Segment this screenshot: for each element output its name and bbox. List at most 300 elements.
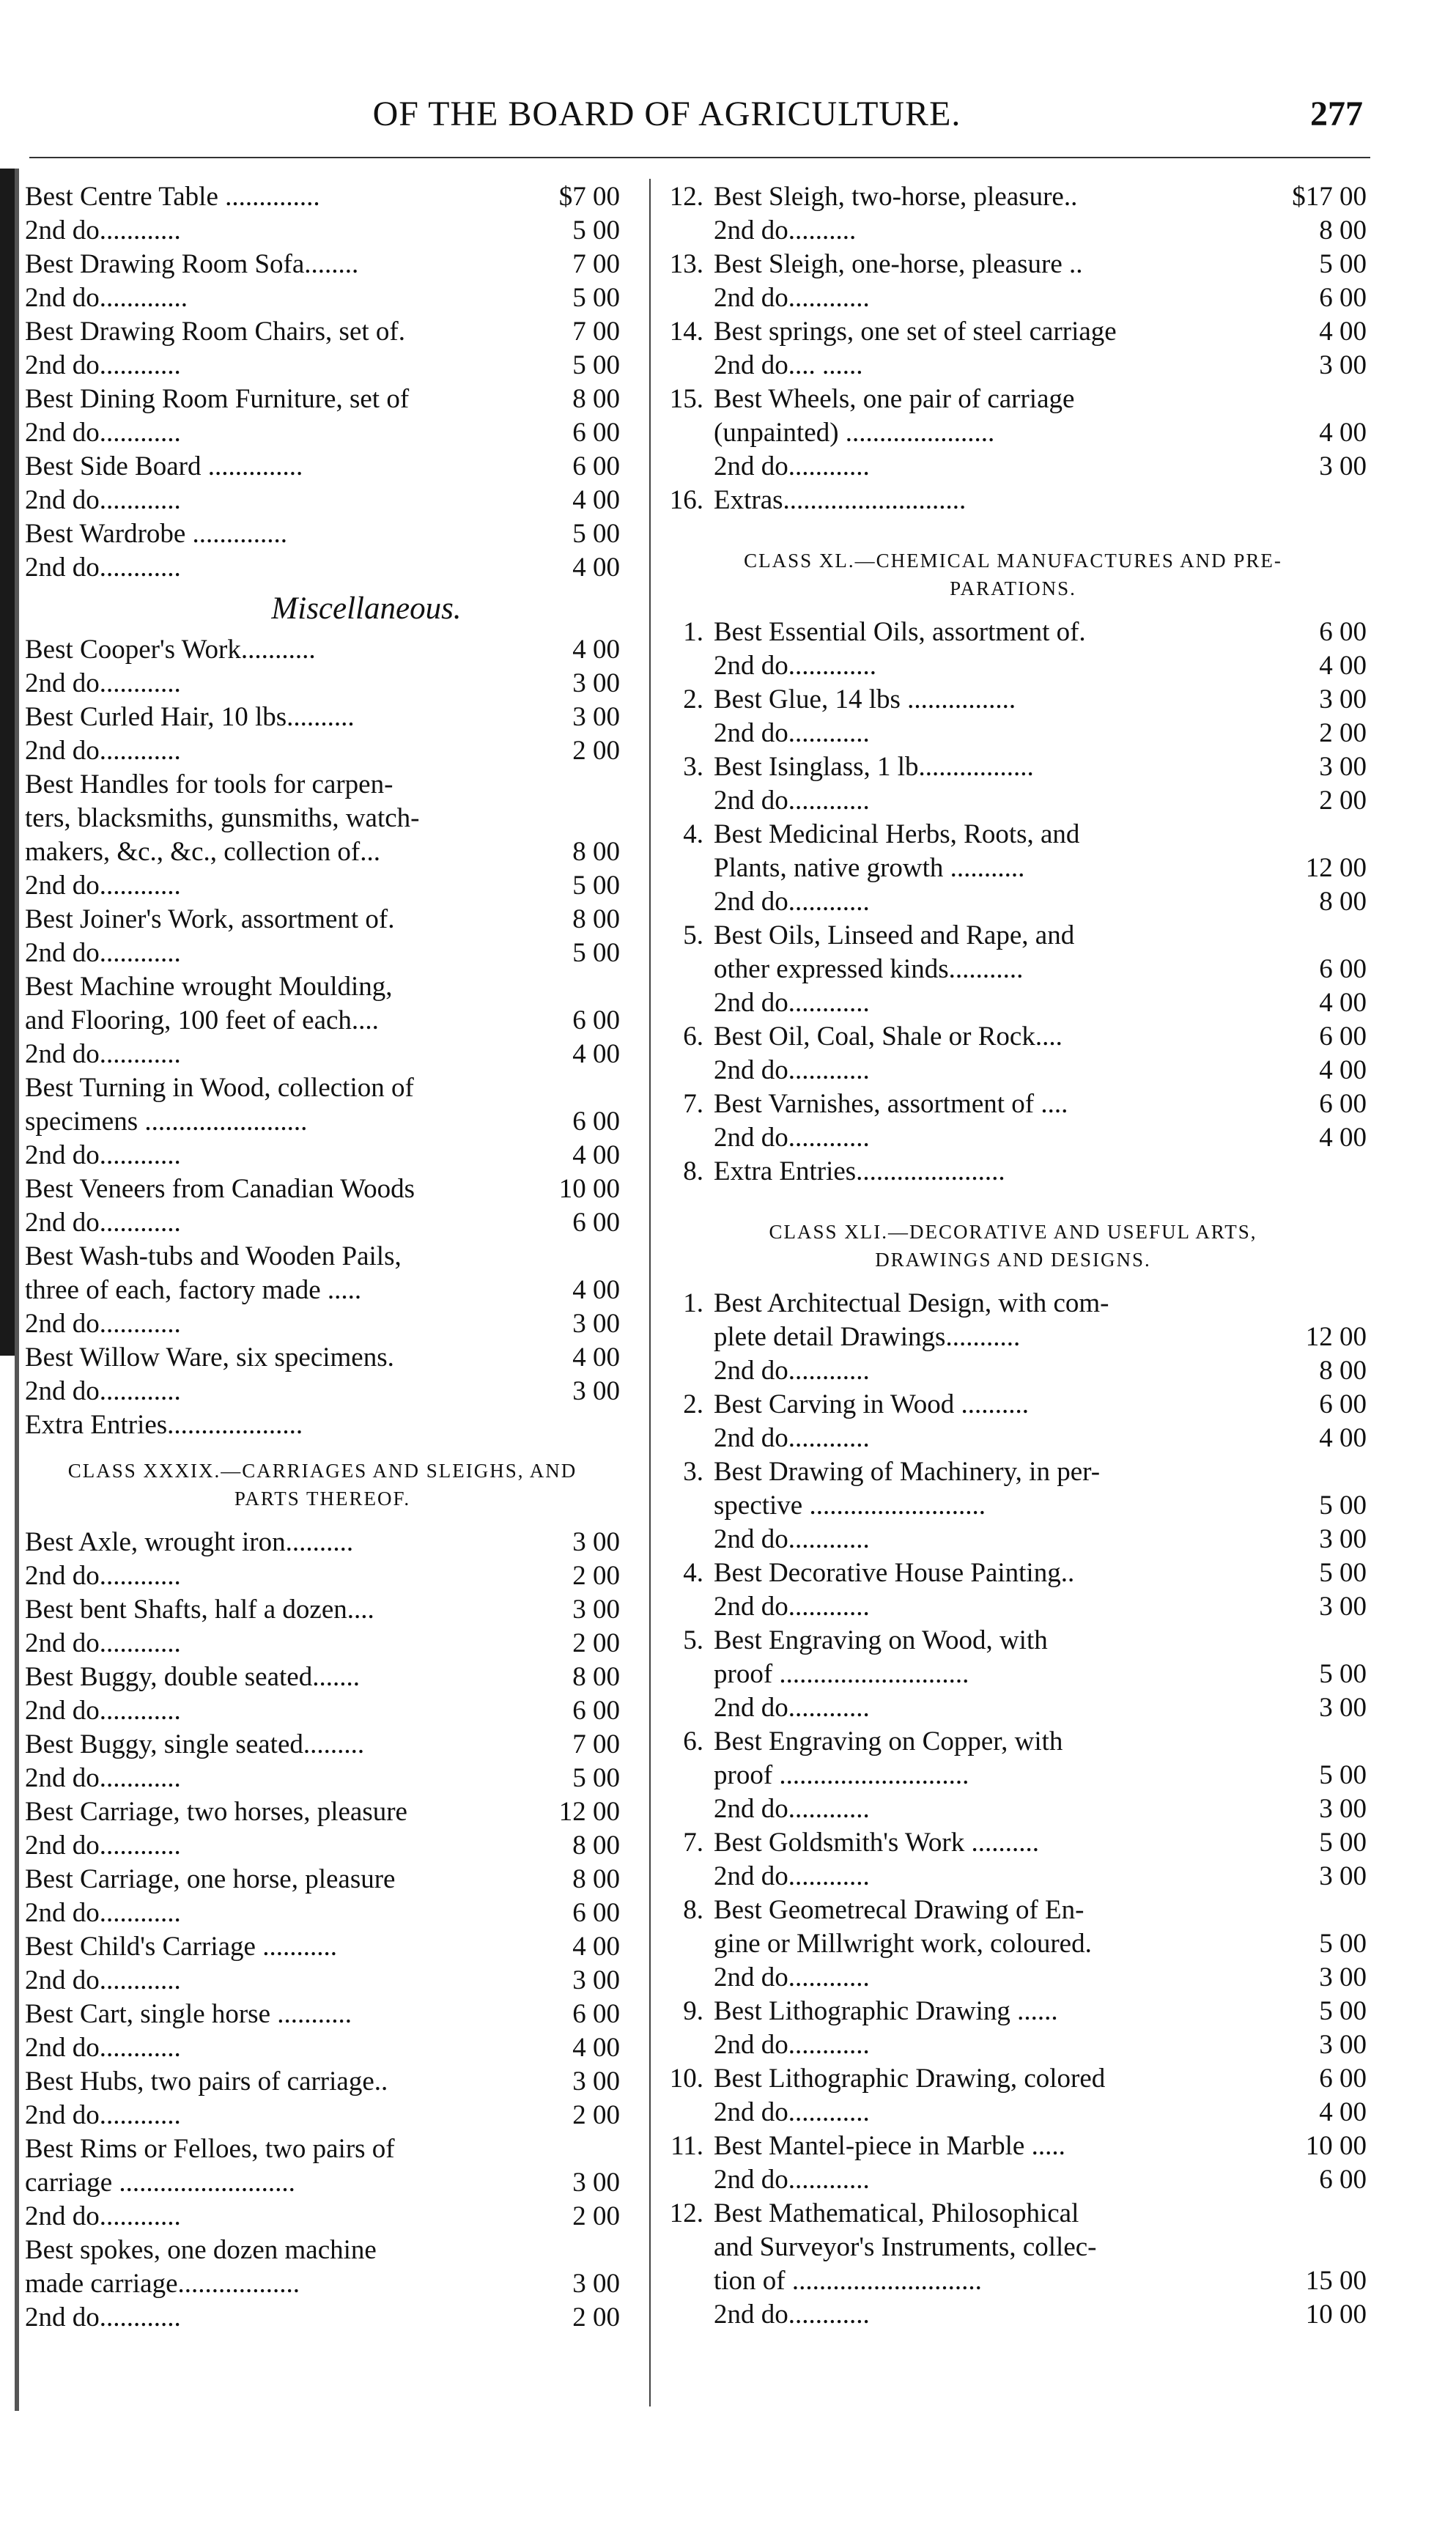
prize-amount: 5 00 xyxy=(1319,1558,1367,1588)
prize-amount: 2 00 xyxy=(572,2100,620,2130)
prize-row xyxy=(659,1860,1367,1894)
prize-label: 2nd do............ xyxy=(25,553,181,583)
class-41-heading-line-1: CLASS XLI.—DECORATIVE AND USEFUL ARTS, xyxy=(769,1221,1257,1243)
item-number: 5. xyxy=(683,920,703,950)
prize-amount: 3 00 xyxy=(1319,1693,1367,1723)
prize-row xyxy=(659,1087,1367,1121)
prize-row xyxy=(659,2062,1367,2096)
prize-row xyxy=(659,986,1367,1020)
prize-row xyxy=(25,2301,620,2335)
prize-row xyxy=(25,1004,620,1038)
prize-label: Best Wash-tubs and Wooden Pails, xyxy=(25,1241,402,1271)
prize-label: Best Machine wrought Moulding, xyxy=(25,972,393,1002)
class-40-heading xyxy=(659,532,1367,616)
prize-amount: 3 00 xyxy=(572,2066,620,2097)
prize-row xyxy=(25,517,620,551)
prize-row xyxy=(25,2267,620,2301)
prize-amount: 3 00 xyxy=(572,1309,620,1339)
item-number: 14. xyxy=(669,317,703,347)
binding-shadow xyxy=(0,169,15,1356)
prize-label: 2nd do............ xyxy=(25,350,181,380)
prize-amount: 3 00 xyxy=(1319,2030,1367,2060)
prize-row xyxy=(25,1998,620,2031)
prize-amount: 5 00 xyxy=(1319,1996,1367,2026)
prize-row xyxy=(659,484,1367,517)
prize-amount: 6 00 xyxy=(572,1898,620,1928)
prize-description: Best Lithographic Drawing, colored xyxy=(714,2064,1106,2094)
prize-label: makers, &c., &c., collection of... xyxy=(25,837,380,867)
prize-row xyxy=(659,1725,1367,1759)
prize-label: 2nd do............ xyxy=(25,215,181,245)
prize-row xyxy=(659,383,1367,416)
prize-amount: 3 00 xyxy=(1319,1861,1367,1891)
prize-label: 2nd do............ xyxy=(25,1208,181,1238)
prize-amount: 4 00 xyxy=(572,1932,620,1962)
miscellaneous-list xyxy=(25,633,620,1442)
prize-description: 2nd do............ xyxy=(714,1524,870,1554)
prize-row xyxy=(659,717,1367,750)
right-column xyxy=(659,180,1367,2332)
prize-amount: 4 00 xyxy=(572,485,620,515)
prize-row xyxy=(659,1658,1367,1691)
prize-amount: 3 00 xyxy=(1319,451,1367,481)
prize-row xyxy=(659,852,1367,885)
prize-row xyxy=(25,970,620,1004)
prize-amount: 8 00 xyxy=(572,904,620,934)
prize-row xyxy=(25,1896,620,1930)
prize-row xyxy=(659,1826,1367,1860)
prize-label: 2nd do............ xyxy=(25,1763,181,1793)
prize-amount: 8 00 xyxy=(572,1662,620,1692)
prize-label: 2nd do............ xyxy=(25,2302,181,2332)
prize-amount: 8 00 xyxy=(572,1831,620,1861)
prize-description: Best Glue, 14 lbs ................ xyxy=(714,684,1016,714)
prize-row xyxy=(659,281,1367,315)
prize-amount: 4 00 xyxy=(572,635,620,665)
prize-row xyxy=(659,1388,1367,1422)
prize-amount: 6 00 xyxy=(1319,1089,1367,1119)
prize-amount: 5 00 xyxy=(1319,1659,1367,1689)
prize-row xyxy=(25,1762,620,1795)
prize-amount: 6 00 xyxy=(572,1107,620,1137)
prize-amount: 4 00 xyxy=(1319,317,1367,347)
prize-amount: 6 00 xyxy=(1319,283,1367,313)
prize-row xyxy=(25,2031,620,2065)
prize-label: 2nd do............ xyxy=(25,1039,181,1069)
prize-row xyxy=(659,180,1367,214)
prize-label: 2nd do............ xyxy=(25,2100,181,2130)
prize-description: 2nd do............ xyxy=(714,887,870,917)
prize-amount: 10 00 xyxy=(558,1174,620,1204)
prize-label: ters, blacksmiths, gunsmiths, watch- xyxy=(25,803,420,833)
prize-description: 2nd do.......... xyxy=(714,215,857,245)
header-rule xyxy=(29,157,1370,158)
class-39-heading-line-1: CLASS XXXIX.—CARRIAGES AND SLEIGHS, AND xyxy=(67,1460,577,1482)
prize-label: made carriage.................. xyxy=(25,2269,300,2299)
prize-row xyxy=(659,2231,1367,2264)
prize-amount: 2 00 xyxy=(1319,786,1367,816)
prize-row xyxy=(659,450,1367,484)
prize-row xyxy=(25,1375,620,1408)
prize-label: Best Drawing Room Chairs, set of. xyxy=(25,317,405,347)
item-number: 3. xyxy=(683,1457,703,1487)
prize-label: 2nd do............ xyxy=(25,1628,181,1658)
prize-description: Best Engraving on Wood, with xyxy=(714,1625,1048,1655)
page-number: 277 xyxy=(1310,95,1363,133)
prize-label: Best Cart, single horse ........... xyxy=(25,1999,352,2029)
prize-row xyxy=(659,1590,1367,1624)
column-divider xyxy=(649,179,651,2406)
prize-description: Best Isinglass, 1 lb................. xyxy=(714,752,1034,782)
item-number: 5. xyxy=(683,1625,703,1655)
prize-row xyxy=(659,885,1367,919)
prize-description: 2nd do............ xyxy=(714,2299,870,2330)
prize-row xyxy=(659,1422,1367,1455)
item-number: 7. xyxy=(683,1828,703,1858)
prize-row xyxy=(25,835,620,869)
prize-label: Best bent Shafts, half a dozen.... xyxy=(25,1595,374,1625)
class-40-heading-line-2: PARATIONS. xyxy=(950,577,1076,599)
prize-label: Best Buggy, double seated....... xyxy=(25,1662,360,1692)
class-40-heading-line-1: CLASS XL.—CHEMICAL MANUFACTURES AND PRE- xyxy=(744,550,1282,572)
prize-label: Best Buggy, single seated......... xyxy=(25,1729,365,1759)
item-number: 16. xyxy=(669,485,703,515)
prize-amount: 4 00 xyxy=(1319,988,1367,1018)
prize-amount: 6 00 xyxy=(1319,954,1367,984)
prize-amount: 3 00 xyxy=(1319,350,1367,380)
prize-row xyxy=(659,2264,1367,2298)
prize-description: 2nd do............ xyxy=(714,1794,870,1824)
prize-amount: $17 00 xyxy=(1292,182,1367,212)
prize-amount: 6 00 xyxy=(1319,2165,1367,2195)
prize-row xyxy=(25,2166,620,2200)
miscellaneous-heading: Miscellaneous. xyxy=(271,591,462,626)
prize-description: 2nd do............ xyxy=(714,1962,870,1992)
prize-amount: 4 00 xyxy=(1319,1423,1367,1453)
prize-amount: 4 00 xyxy=(572,1140,620,1170)
class-41-heading xyxy=(659,1203,1367,1287)
prize-label: 2nd do............ xyxy=(25,1831,181,1861)
prize-amount: 15 00 xyxy=(1305,2266,1367,2296)
prize-amount: 12 00 xyxy=(558,1797,620,1827)
prize-row xyxy=(25,1661,620,1694)
prize-amount: 5 00 xyxy=(572,938,620,968)
item-number: 4. xyxy=(683,819,703,849)
prize-amount: 4 00 xyxy=(1319,651,1367,681)
prize-description: Best Goldsmith's Work .......... xyxy=(714,1828,1039,1858)
prize-label: Best Cooper's Work........... xyxy=(25,635,316,665)
prize-amount: 12 00 xyxy=(1305,1322,1367,1352)
item-number: 13. xyxy=(669,249,703,279)
prize-description: spective .......................... xyxy=(714,1490,986,1521)
prize-amount: 4 00 xyxy=(572,2033,620,2063)
prize-description: 2nd do............ xyxy=(714,718,870,748)
prize-description: proof ............................ xyxy=(714,1760,969,1790)
prize-row xyxy=(25,2200,620,2234)
prize-row xyxy=(25,633,620,667)
prize-amount: 3 00 xyxy=(572,2168,620,2198)
prize-amount: 5 00 xyxy=(572,519,620,549)
prize-label: carriage .......................... xyxy=(25,2168,295,2198)
prize-label: Best Centre Table .............. xyxy=(25,182,320,212)
prize-description: Best Oil, Coal, Shale or Rock.... xyxy=(714,1022,1063,1052)
prize-amount: 4 00 xyxy=(1319,1055,1367,1085)
prize-description: Best Medicinal Herbs, Roots, and xyxy=(714,819,1080,849)
prize-description: Best Oils, Linseed and Rape, and xyxy=(714,920,1075,950)
prize-label: 2nd do............ xyxy=(25,418,181,448)
prize-label: Best Hubs, two pairs of carriage.. xyxy=(25,2066,388,2097)
prize-amount: 6 00 xyxy=(1319,2064,1367,2094)
prize-description: 2nd do............ xyxy=(714,786,870,816)
prize-amount: 3 00 xyxy=(572,668,620,698)
item-number: 2. xyxy=(683,1389,703,1419)
prize-label: Best spokes, one dozen machine xyxy=(25,2235,377,2265)
prize-amount: 3 00 xyxy=(572,1965,620,1995)
prize-description: tion of ............................ xyxy=(714,2266,982,2296)
prize-description: 2nd do............ xyxy=(714,1055,870,1085)
prize-amount: 7 00 xyxy=(572,317,620,347)
prize-amount: 6 00 xyxy=(572,418,620,448)
prize-row xyxy=(25,701,620,734)
prize-amount: 6 00 xyxy=(1319,1022,1367,1052)
prize-description: 2nd do............ xyxy=(714,2165,870,2195)
class-39-heading xyxy=(25,1442,620,1526)
prize-label: 2nd do............. xyxy=(25,283,188,313)
prize-amount: 3 00 xyxy=(1319,752,1367,782)
prize-description: Best Mathematical, Philosophical xyxy=(714,2198,1079,2228)
prize-label: 2nd do............ xyxy=(25,871,181,901)
prize-row xyxy=(25,248,620,281)
prize-row xyxy=(25,1863,620,1896)
prize-row xyxy=(25,2132,620,2166)
class-40-list xyxy=(659,616,1367,1189)
prize-label: Best Child's Carriage ........... xyxy=(25,1932,337,1962)
prize-label: Best Axle, wrought iron.......... xyxy=(25,1527,354,1557)
prize-row xyxy=(25,802,620,835)
prize-row xyxy=(659,1320,1367,1354)
prize-description: 2nd do............ xyxy=(714,1356,870,1386)
prize-amount: 5 00 xyxy=(1319,1760,1367,1790)
prize-description: 2nd do............ xyxy=(714,1423,870,1453)
prize-amount: 3 00 xyxy=(1319,684,1367,714)
prize-description: 2nd do............ xyxy=(714,1693,870,1723)
item-number: 10. xyxy=(669,2064,703,2094)
prize-description: 2nd do............ xyxy=(714,2097,870,2127)
prize-amount: 5 00 xyxy=(572,1763,620,1793)
prize-amount: 6 00 xyxy=(1319,617,1367,647)
prize-label: Best Joiner's Work, assortment of. xyxy=(25,904,395,934)
prize-row xyxy=(659,2298,1367,2332)
prize-row xyxy=(659,1556,1367,1590)
prize-description: Best Decorative House Painting.. xyxy=(714,1558,1075,1588)
prize-description: Best Engraving on Copper, with xyxy=(714,1726,1063,1757)
prize-label: 2nd do............ xyxy=(25,938,181,968)
prize-label: 2nd do............ xyxy=(25,2033,181,2063)
prize-description: 2nd do............ xyxy=(714,988,870,1018)
prize-label: 2nd do............ xyxy=(25,2201,181,2231)
prize-label: Best Carriage, two horses, pleasure xyxy=(25,1797,407,1827)
prize-amount: 4 00 xyxy=(1319,1123,1367,1153)
item-number: 1. xyxy=(683,617,703,647)
prize-description: plete detail Drawings........... xyxy=(714,1322,1021,1352)
item-number: 12. xyxy=(669,2198,703,2228)
prize-row xyxy=(25,667,620,701)
prize-row xyxy=(659,1691,1367,1725)
prize-label: 2nd do............ xyxy=(25,1561,181,1591)
item-number: 8. xyxy=(683,1156,703,1186)
prize-label: Best Turning in Wood, collection of xyxy=(25,1073,414,1103)
prize-label: Best Willow Ware, six specimens. xyxy=(25,1342,394,1373)
prize-description: 2nd do............. xyxy=(714,651,876,681)
prize-row xyxy=(25,1593,620,1627)
prize-description: Best Carving in Wood .......... xyxy=(714,1389,1030,1419)
prize-row xyxy=(25,315,620,349)
prize-row xyxy=(25,2099,620,2132)
prize-row xyxy=(25,869,620,903)
prize-description: Best Geometrecal Drawing of En- xyxy=(714,1895,1084,1925)
prize-amount: 5 00 xyxy=(572,350,620,380)
prize-amount: 3 00 xyxy=(1319,1592,1367,1622)
prize-row xyxy=(659,919,1367,953)
prize-row xyxy=(659,1020,1367,1054)
prize-amount: 2 00 xyxy=(572,1561,620,1591)
prize-amount: 6 00 xyxy=(1319,1389,1367,1419)
prize-amount: 3 00 xyxy=(572,1527,620,1557)
prize-description: proof ............................ xyxy=(714,1659,969,1689)
prize-description: and Surveyor's Instruments, collec- xyxy=(714,2232,1097,2262)
class-39-heading-line-2: PARTS THEREOF. xyxy=(234,1488,411,1510)
prize-row xyxy=(659,1287,1367,1320)
prize-label: Best Wardrobe .............. xyxy=(25,519,288,549)
prize-row xyxy=(25,383,620,416)
prize-description: 2nd do............ xyxy=(714,283,870,313)
prize-amount: 2 00 xyxy=(572,736,620,766)
prize-row xyxy=(659,750,1367,784)
prize-row xyxy=(25,180,620,214)
item-number: 6. xyxy=(683,1022,703,1052)
prize-label: 2nd do............ xyxy=(25,668,181,698)
prize-description: Best Sleigh, one-horse, pleasure .. xyxy=(714,249,1083,279)
prize-row xyxy=(659,649,1367,683)
prize-description: Best Lithographic Drawing ...... xyxy=(714,1996,1058,2026)
prize-row xyxy=(25,1341,620,1375)
prize-amount: $7 00 xyxy=(558,182,620,212)
prize-row xyxy=(659,1523,1367,1556)
prize-label: Best Side Board .............. xyxy=(25,451,303,481)
prize-amount: 5 00 xyxy=(1319,249,1367,279)
prize-label: Best Handles for tools for carpen- xyxy=(25,769,393,799)
prize-row xyxy=(25,1964,620,1998)
prize-row xyxy=(659,1455,1367,1489)
prize-row xyxy=(659,2129,1367,2163)
prize-amount: 5 00 xyxy=(1319,1490,1367,1521)
prize-amount: 3 00 xyxy=(572,702,620,732)
sleighs-list xyxy=(659,180,1367,517)
prize-amount: 3 00 xyxy=(1319,1524,1367,1554)
prize-row xyxy=(659,1489,1367,1523)
prize-label: Best Drawing Room Sofa........ xyxy=(25,249,359,279)
prize-row xyxy=(25,551,620,585)
prize-row xyxy=(659,1155,1367,1189)
prize-description: 2nd do............ xyxy=(714,451,870,481)
prize-label: Best Carriage, one horse, pleasure xyxy=(25,1864,396,1894)
item-number: 7. xyxy=(683,1089,703,1119)
prize-row xyxy=(25,416,620,450)
prize-row xyxy=(25,1071,620,1105)
prize-row xyxy=(25,1274,620,1307)
prize-row xyxy=(659,214,1367,248)
prize-row xyxy=(25,1627,620,1661)
item-number: 12. xyxy=(669,182,703,212)
prize-row xyxy=(25,1829,620,1863)
prize-amount: 8 00 xyxy=(572,1864,620,1894)
prize-row xyxy=(25,1694,620,1728)
prize-row xyxy=(659,818,1367,852)
prize-row xyxy=(659,1927,1367,1961)
prize-description: 2nd do............ xyxy=(714,1123,870,1153)
item-number: 3. xyxy=(683,752,703,782)
prize-row xyxy=(659,1121,1367,1155)
prize-amount: 3 00 xyxy=(572,2269,620,2299)
prize-row xyxy=(659,349,1367,383)
page-header xyxy=(0,94,1456,145)
prize-amount: 3 00 xyxy=(572,1376,620,1406)
prize-description: gine or Millwright work, coloured. xyxy=(714,1929,1092,1959)
prize-description: Best Varnishes, assortment of .... xyxy=(714,1089,1068,1119)
prize-row xyxy=(25,2065,620,2099)
prize-row xyxy=(25,1559,620,1593)
prize-row xyxy=(25,1139,620,1172)
prize-row xyxy=(25,2234,620,2267)
prize-amount: 5 00 xyxy=(1319,1828,1367,1858)
prize-description: Best Essential Oils, assortment of. xyxy=(714,617,1086,647)
prize-description: Extra Entries...................... xyxy=(714,1156,1005,1186)
prize-row xyxy=(25,734,620,768)
prize-amount: 6 00 xyxy=(572,1005,620,1035)
prize-label: Best Veneers from Canadian Woods xyxy=(25,1174,415,1204)
prize-row xyxy=(659,248,1367,281)
item-number: 8. xyxy=(683,1895,703,1925)
prize-description: Best Mantel-piece in Marble ..... xyxy=(714,2131,1065,2161)
prize-label: 2nd do............ xyxy=(25,1898,181,1928)
prize-row xyxy=(659,1354,1367,1388)
prize-label: 2nd do............ xyxy=(25,1309,181,1339)
prize-row xyxy=(25,1526,620,1559)
item-number: 2. xyxy=(683,684,703,714)
prize-amount: 5 00 xyxy=(572,871,620,901)
prize-row xyxy=(659,2197,1367,2231)
item-number: 11. xyxy=(670,2131,703,2161)
prize-row xyxy=(659,1792,1367,1826)
prize-amount: 3 00 xyxy=(1319,1962,1367,1992)
prize-row xyxy=(659,416,1367,450)
prize-description: (unpainted) ...................... xyxy=(714,418,995,448)
prize-label: specimens ........................ xyxy=(25,1107,308,1137)
prize-label: Best Curled Hair, 10 lbs.......... xyxy=(25,702,355,732)
prize-row xyxy=(25,450,620,484)
prize-label: 2nd do............ xyxy=(25,1696,181,1726)
prize-amount: 5 00 xyxy=(1319,1929,1367,1959)
prize-amount: 7 00 xyxy=(572,249,620,279)
prize-amount: 2 00 xyxy=(572,2302,620,2332)
prize-label: three of each, factory made ..... xyxy=(25,1275,362,1305)
prize-row xyxy=(25,1038,620,1071)
prize-row xyxy=(659,315,1367,349)
prize-row xyxy=(659,1961,1367,1995)
prize-amount: 3 00 xyxy=(1319,1794,1367,1824)
prize-description: Best Wheels, one pair of carriage xyxy=(714,384,1075,414)
prize-description: Extras........................... xyxy=(714,485,967,515)
